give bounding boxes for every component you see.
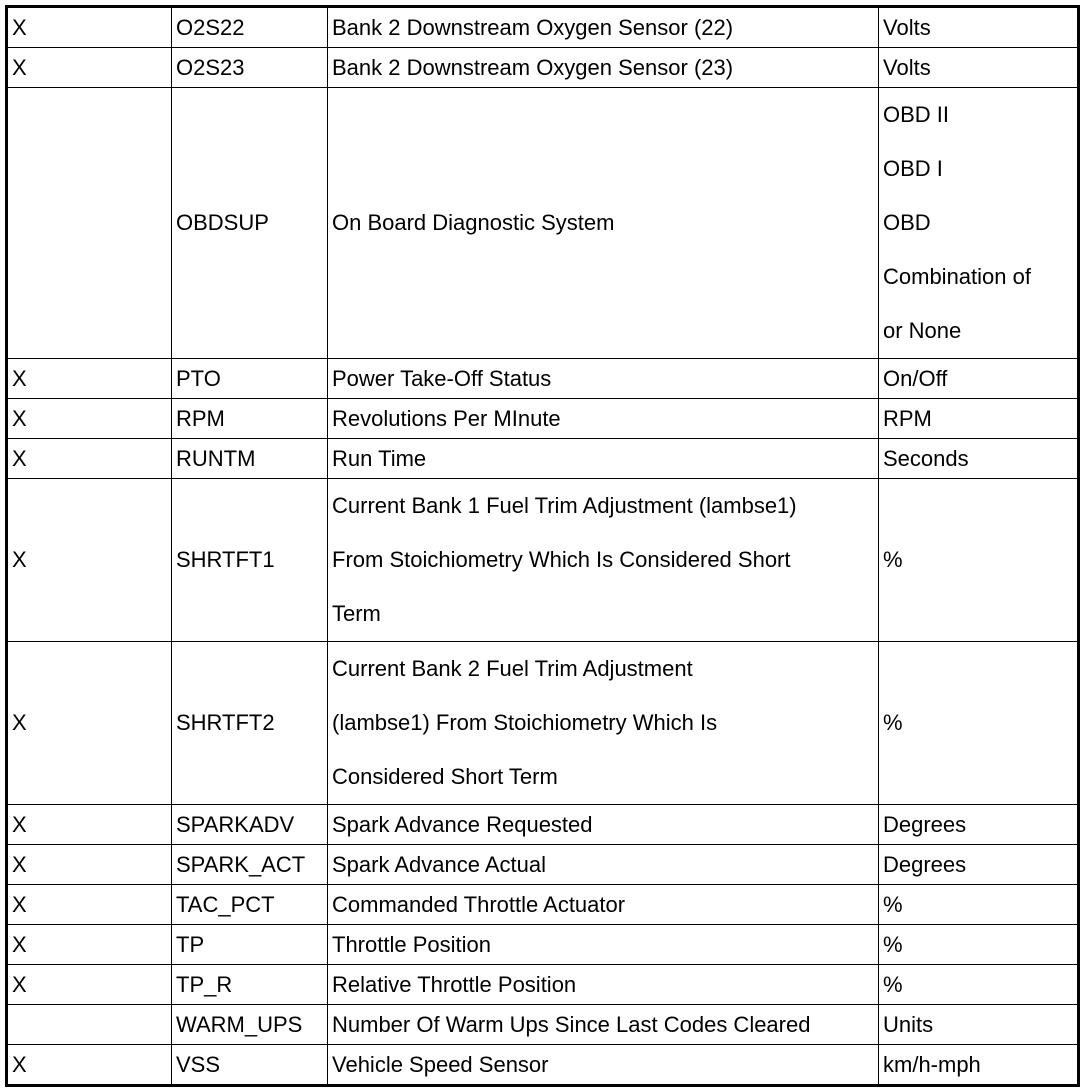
table-row bbox=[7, 479, 1079, 642]
mark-cell: X bbox=[7, 439, 172, 479]
description-cell bbox=[328, 845, 879, 885]
parameter-cell: WARM_UPS bbox=[172, 1005, 328, 1045]
parameter-cell: SHRTFT1 bbox=[172, 479, 328, 642]
parameter-cell: RUNTM bbox=[172, 439, 328, 479]
table-row bbox=[7, 1045, 1079, 1086]
parameter-cell: TAC_PCT bbox=[172, 885, 328, 925]
unit-cell bbox=[879, 359, 1079, 399]
description-line: Run Time bbox=[332, 446, 427, 471]
parameter-cell: O2S23 bbox=[172, 48, 328, 88]
description-line: Power Take-Off Status bbox=[332, 366, 552, 391]
unit-line: Volts bbox=[883, 55, 931, 80]
parameter-cell: SPARK_ACT bbox=[172, 845, 328, 885]
mark-cell bbox=[7, 1005, 172, 1045]
description-line: Term bbox=[332, 601, 381, 626]
description-line: Revolutions Per MInute bbox=[332, 406, 561, 431]
description-line: Bank 2 Downstream Oxygen Sensor (23) bbox=[332, 55, 734, 80]
unit-cell bbox=[879, 399, 1079, 439]
table-row bbox=[7, 48, 1079, 88]
description-line: Throttle Position bbox=[332, 932, 491, 957]
unit-line: km/h-mph bbox=[883, 1052, 981, 1077]
unit-line: Degrees bbox=[883, 812, 967, 837]
parameter-cell: SPARKADV bbox=[172, 805, 328, 845]
parameter-cell: TP_R bbox=[172, 965, 328, 1005]
description-cell bbox=[328, 925, 879, 965]
description-cell bbox=[328, 642, 879, 805]
description-line: On Board Diagnostic System bbox=[332, 210, 615, 235]
mark-cell: X bbox=[7, 805, 172, 845]
mark-cell: X bbox=[7, 965, 172, 1005]
table-row bbox=[7, 1005, 1079, 1045]
mark-cell: X bbox=[7, 399, 172, 439]
parameter-cell: VSS bbox=[172, 1045, 328, 1086]
description-line: Current Bank 2 Fuel Trim Adjustment bbox=[332, 656, 693, 681]
description-line: Considered Short Term bbox=[332, 764, 558, 789]
parameter-cell: O2S22 bbox=[172, 7, 328, 48]
mark-cell: X bbox=[7, 845, 172, 885]
description-line: Bank 2 Downstream Oxygen Sensor (22) bbox=[332, 15, 734, 40]
unit-line: Units bbox=[883, 1012, 934, 1037]
unit-line: % bbox=[883, 710, 903, 735]
table-row bbox=[7, 399, 1079, 439]
mark-cell: X bbox=[7, 48, 172, 88]
description-cell bbox=[328, 479, 879, 642]
unit-line: OBD bbox=[883, 210, 931, 235]
description-cell bbox=[328, 48, 879, 88]
description-cell bbox=[328, 885, 879, 925]
mark-cell bbox=[7, 88, 172, 359]
unit-line: RPM bbox=[883, 406, 932, 431]
table-row bbox=[7, 439, 1079, 479]
unit-line: Combination of bbox=[883, 264, 1031, 289]
description-cell bbox=[328, 399, 879, 439]
unit-line: Volts bbox=[883, 15, 931, 40]
unit-line: OBD II bbox=[883, 102, 950, 127]
mark-cell: X bbox=[7, 359, 172, 399]
unit-cell bbox=[879, 88, 1079, 359]
parameter-cell: SHRTFT2 bbox=[172, 642, 328, 805]
unit-line: % bbox=[883, 547, 903, 572]
description-line: Current Bank 1 Fuel Trim Adjustment (lambse1) bbox=[332, 493, 797, 518]
pid-table-body bbox=[7, 7, 1079, 1086]
mark-cell: X bbox=[7, 7, 172, 48]
parameter-cell: PTO bbox=[172, 359, 328, 399]
description-line: Spark Advance Actual bbox=[332, 852, 547, 877]
table-row bbox=[7, 925, 1079, 965]
unit-cell bbox=[879, 885, 1079, 925]
table-row bbox=[7, 845, 1079, 885]
unit-line: OBD I bbox=[883, 156, 943, 181]
unit-cell bbox=[879, 805, 1079, 845]
pid-table bbox=[5, 5, 1080, 1087]
description-line: Number Of Warm Ups Since Last Codes Cleared bbox=[332, 1012, 811, 1037]
unit-cell bbox=[879, 439, 1079, 479]
pid-table-wrapper bbox=[5, 5, 1080, 1083]
mark-cell: X bbox=[7, 925, 172, 965]
table-row bbox=[7, 359, 1079, 399]
description-cell bbox=[328, 1045, 879, 1086]
mark-cell: X bbox=[7, 1045, 172, 1086]
unit-cell bbox=[879, 845, 1079, 885]
parameter-cell: OBDSUP bbox=[172, 88, 328, 359]
mark-cell: X bbox=[7, 642, 172, 805]
description-cell bbox=[328, 7, 879, 48]
table-row bbox=[7, 642, 1079, 805]
description-cell bbox=[328, 439, 879, 479]
unit-cell bbox=[879, 7, 1079, 48]
unit-line: % bbox=[883, 892, 903, 917]
unit-cell bbox=[879, 1045, 1079, 1086]
description-cell bbox=[328, 359, 879, 399]
unit-line: Degrees bbox=[883, 852, 967, 877]
unit-cell bbox=[879, 925, 1079, 965]
description-cell bbox=[328, 1005, 879, 1045]
description-line: Vehicle Speed Sensor bbox=[332, 1052, 549, 1077]
description-line: Relative Throttle Position bbox=[332, 972, 577, 997]
unit-line: % bbox=[883, 932, 903, 957]
unit-line: or None bbox=[883, 318, 962, 343]
description-line: Spark Advance Requested bbox=[332, 812, 593, 837]
table-row bbox=[7, 7, 1079, 48]
parameter-cell: RPM bbox=[172, 399, 328, 439]
unit-cell bbox=[879, 965, 1079, 1005]
description-cell bbox=[328, 965, 879, 1005]
table-row bbox=[7, 88, 1079, 359]
description-line: Commanded Throttle Actuator bbox=[332, 892, 626, 917]
unit-cell bbox=[879, 642, 1079, 805]
table-row bbox=[7, 805, 1079, 845]
parameter-cell: TP bbox=[172, 925, 328, 965]
unit-line: % bbox=[883, 972, 903, 997]
unit-cell bbox=[879, 48, 1079, 88]
description-cell bbox=[328, 88, 879, 359]
mark-cell: X bbox=[7, 479, 172, 642]
table-row bbox=[7, 885, 1079, 925]
mark-cell: X bbox=[7, 885, 172, 925]
description-cell bbox=[328, 805, 879, 845]
unit-cell bbox=[879, 479, 1079, 642]
unit-cell bbox=[879, 1005, 1079, 1045]
table-row bbox=[7, 965, 1079, 1005]
description-line: (lambse1) From Stoichiometry Which Is bbox=[332, 710, 718, 735]
description-line: From Stoichiometry Which Is Considered Short bbox=[332, 547, 791, 572]
unit-line: On/Off bbox=[883, 366, 948, 391]
unit-line: Seconds bbox=[883, 446, 969, 471]
